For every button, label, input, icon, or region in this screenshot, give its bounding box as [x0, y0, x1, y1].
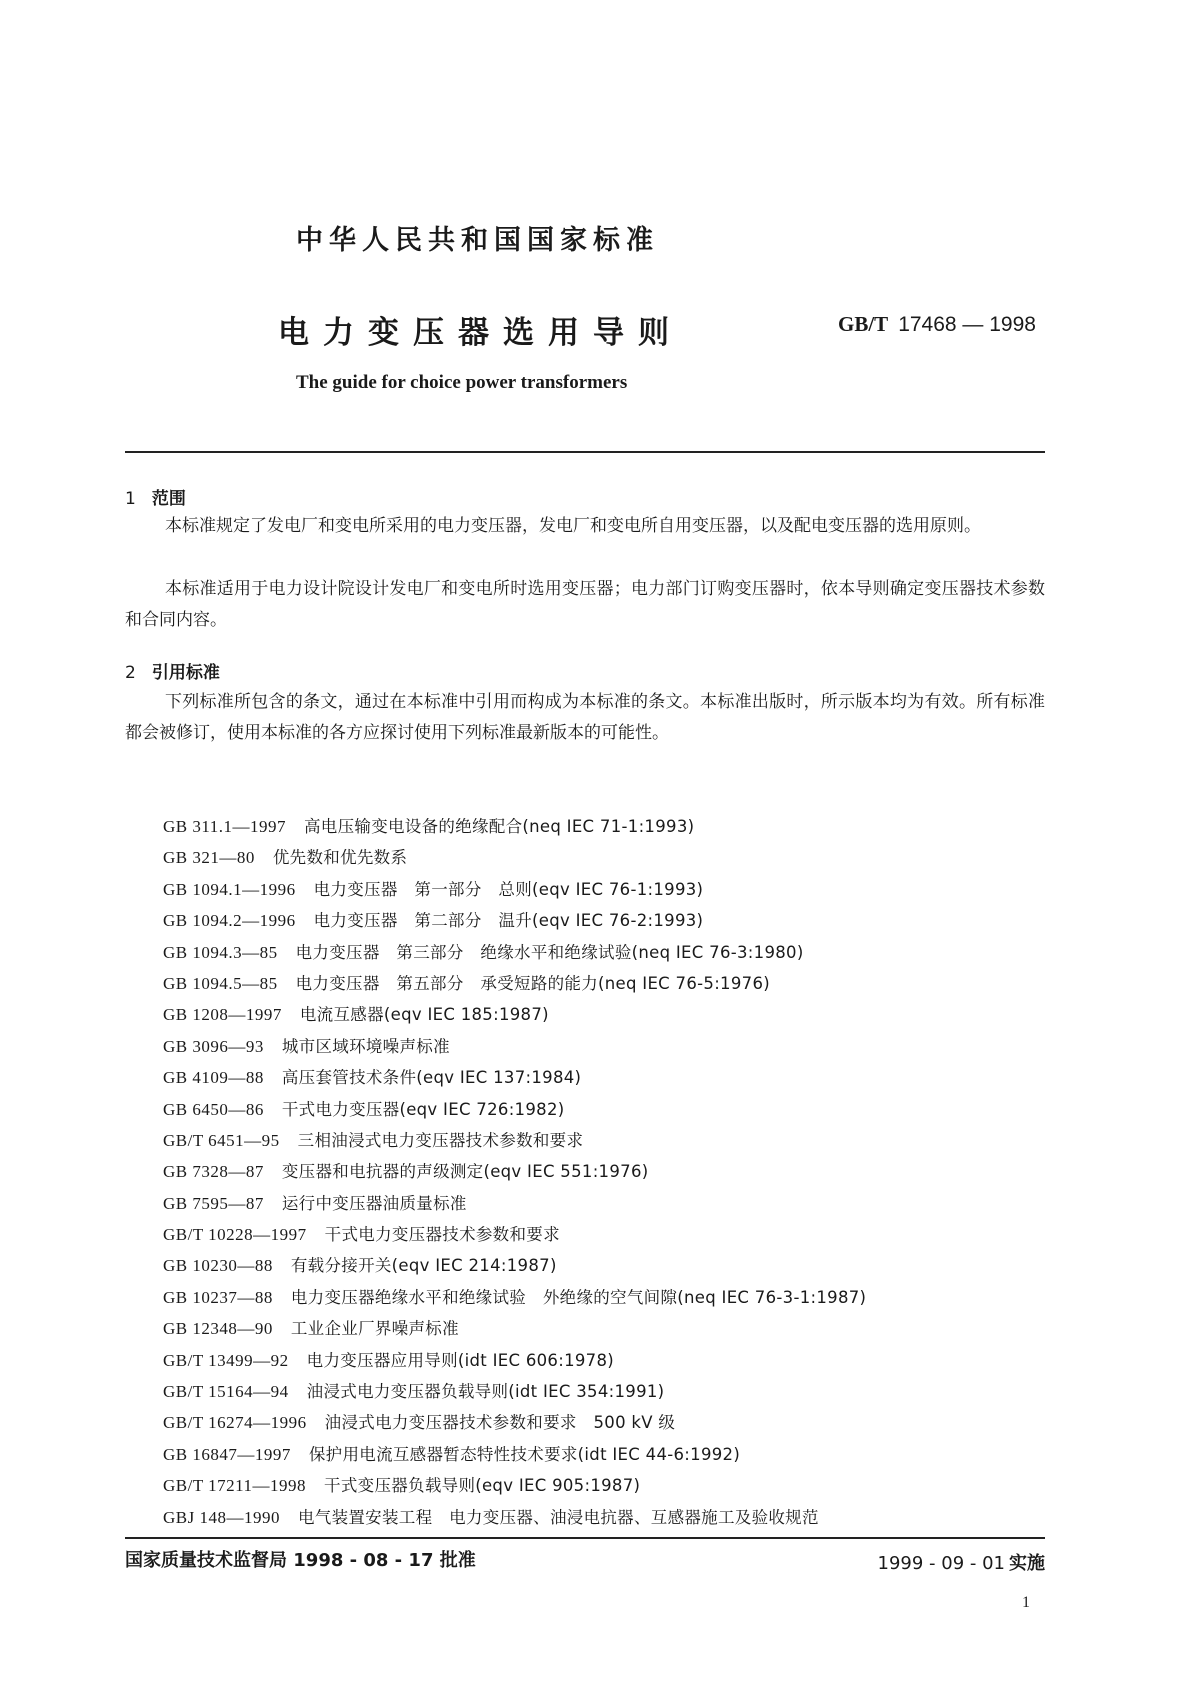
reference-code: GB 4109—88	[163, 1068, 264, 1088]
reference-title: 电气装置安装工程 电力变压器、油浸电抗器、互感器施工及验收规范	[297, 1507, 819, 1527]
reference-item	[163, 1313, 866, 1344]
reference-title: 电力变压器应用导则(idt IEC 606:1978)	[306, 1350, 615, 1370]
reference-title: 高电压输变电设备的绝缘配合(neq IEC 71-1:1993)	[304, 817, 695, 836]
reference-item	[163, 905, 866, 936]
reference-code: GB/T 13499—92	[163, 1350, 289, 1370]
reference-item	[163, 1282, 866, 1313]
reference-code: GB/T 17211—1998	[163, 1476, 307, 1496]
reference-item	[163, 1345, 866, 1376]
reference-code: GB 12348—90	[163, 1319, 273, 1339]
reference-title: 优先数和优先数系	[272, 848, 408, 868]
document-title: 电力变压器选用导则	[278, 315, 683, 351]
reference-code: GB 1094.3—85	[163, 942, 278, 962]
section-title: 引用标准	[151, 663, 220, 683]
reference-title: 电力变压器 第一部分 总则(eqv IEC 76-1:1993)	[313, 879, 704, 899]
section-number: 2	[125, 663, 136, 683]
reference-item	[163, 1125, 866, 1156]
reference-item	[163, 874, 866, 905]
reference-code: GB 7595—87	[163, 1193, 264, 1213]
reference-code: GB 6450—86	[163, 1099, 264, 1119]
reference-item	[163, 1188, 866, 1219]
reference-code: GB/T 15164—94	[163, 1382, 289, 1402]
reference-item	[163, 842, 866, 873]
reference-code: GB 10230—88	[163, 1256, 273, 1276]
implementation-date: 1999 - 09 - 01	[877, 1553, 1005, 1574]
reference-code: GB 3096—93	[163, 1036, 264, 1056]
paragraph: 下列标准所包含的条文，通过在本标准中引用而构成为本标准的条文。本标准出版时，所示版本均为有效。所有标准都会被修订，使用本标准的各方应探讨使用下列标准最新版本的可能性。	[125, 692, 1045, 743]
reference-title: 电力变压器绝缘水平和绝缘试验 外绝缘的空气间隙(neq IEC 76-3-1:1987)	[290, 1287, 867, 1307]
page-number: 1	[1022, 1594, 1030, 1611]
reference-code: GB 321—80	[163, 848, 255, 868]
reference-item	[163, 1407, 866, 1438]
reference-title: 电力变压器 第二部分 温升(eqv IEC 76-2:1993)	[313, 911, 704, 931]
reference-title: 干式变压器负载导则(eqv IEC 905:1987)	[324, 1476, 641, 1496]
reference-title: 电力变压器 第三部分 绝缘水平和绝缘试验(neq IEC 76-3:1980)	[295, 942, 804, 962]
reference-title: 油浸式电力变压器负载导则(idt IEC 354:1991)	[306, 1382, 665, 1402]
reference-item	[163, 937, 866, 968]
reference-code: GBJ 148—1990	[163, 1507, 280, 1527]
reference-item	[163, 1094, 866, 1125]
reference-item	[163, 1470, 866, 1501]
reference-title: 有载分接开关(eqv IEC 214:1987)	[290, 1256, 557, 1276]
footer-divider	[125, 1537, 1045, 1539]
reference-title: 工业企业厂界噪声标准	[290, 1319, 459, 1339]
reference-item	[163, 1439, 866, 1470]
reference-code: GB 16847—1997	[163, 1444, 291, 1464]
reference-title: 三相油浸式电力变压器技术参数和要求	[297, 1130, 584, 1150]
reference-item	[163, 968, 866, 999]
reference-title: 干式电力变压器技术参数和要求	[324, 1225, 560, 1245]
national-standard-title: 中华人民共和国国家标准	[296, 225, 659, 256]
reference-code: GB 1094.1—1996	[163, 879, 296, 899]
reference-code: GB 1208—1997	[163, 1005, 282, 1025]
reference-item	[163, 811, 866, 842]
reference-title: 保护用电流互感器暂态特性技术要求(idt IEC 44-6:1992)	[308, 1444, 741, 1464]
section-title: 范围	[151, 489, 186, 509]
reference-title: 运行中变压器油质量标准	[281, 1193, 467, 1213]
reference-item	[163, 1031, 866, 1062]
section-heading-scope	[125, 484, 186, 509]
reference-code: GB/T 16274—1996	[163, 1413, 307, 1433]
reference-title: 电流互感器(eqv IEC 185:1987)	[299, 1005, 549, 1025]
standard-code: 17468 — 1998	[898, 313, 1036, 336]
reference-item	[163, 1219, 866, 1250]
reference-list	[163, 811, 866, 1533]
paragraph: 本标准适用于电力设计院设计发电厂和变电所时选用变压器；电力部门订购变压器时，依本导则确定变压器技术参数和合同内容。	[125, 579, 1045, 630]
reference-code: GB 1094.2—1996	[163, 911, 296, 931]
reference-item	[163, 999, 866, 1030]
section-number: 1	[125, 489, 136, 509]
reference-item	[163, 1062, 866, 1093]
reference-code: GB/T 10228—1997	[163, 1225, 307, 1245]
reference-item	[163, 1156, 866, 1187]
reference-code: GB 1094.5—85	[163, 973, 278, 993]
reference-title: 城市区域环境噪声标准	[281, 1036, 450, 1056]
reference-code: GB 311.1—1997	[163, 817, 286, 836]
english-title: The guide for choice power transformers	[296, 372, 628, 393]
standard-number	[838, 312, 1036, 337]
reference-code: GB 7328—87	[163, 1162, 264, 1182]
reference-item	[163, 1250, 866, 1281]
implementation-label: 实施	[1009, 1553, 1045, 1574]
reference-title: 高压套管技术条件(eqv IEC 137:1984)	[281, 1068, 582, 1088]
reference-code: GB 10237—88	[163, 1287, 273, 1307]
reference-item	[163, 1376, 866, 1407]
implementation-line	[878, 1549, 1046, 1575]
reference-title: 变压器和电抗器的声级测定(eqv IEC 551:1976)	[281, 1162, 649, 1182]
reference-title: 油浸式电力变压器技术参数和要求 500 kV 级	[324, 1413, 676, 1433]
header-divider	[125, 451, 1045, 453]
standard-prefix: GB/T	[838, 312, 889, 336]
reference-title: 干式电力变压器(eqv IEC 726:1982)	[281, 1099, 565, 1119]
reference-title: 电力变压器 第五部分 承受短路的能力(neq IEC 76-5:1976)	[295, 973, 770, 993]
reference-item	[163, 1502, 866, 1533]
reference-code: GB/T 6451—95	[163, 1130, 280, 1150]
approval-line: 国家质量技术监督局 1998 - 08 - 17 批准	[125, 1550, 476, 1571]
paragraph: 本标准规定了发电厂和变电所采用的电力变压器，发电厂和变电所自用变压器，以及配电变压器的选用原则。	[165, 516, 981, 536]
section-heading-references	[125, 658, 220, 683]
